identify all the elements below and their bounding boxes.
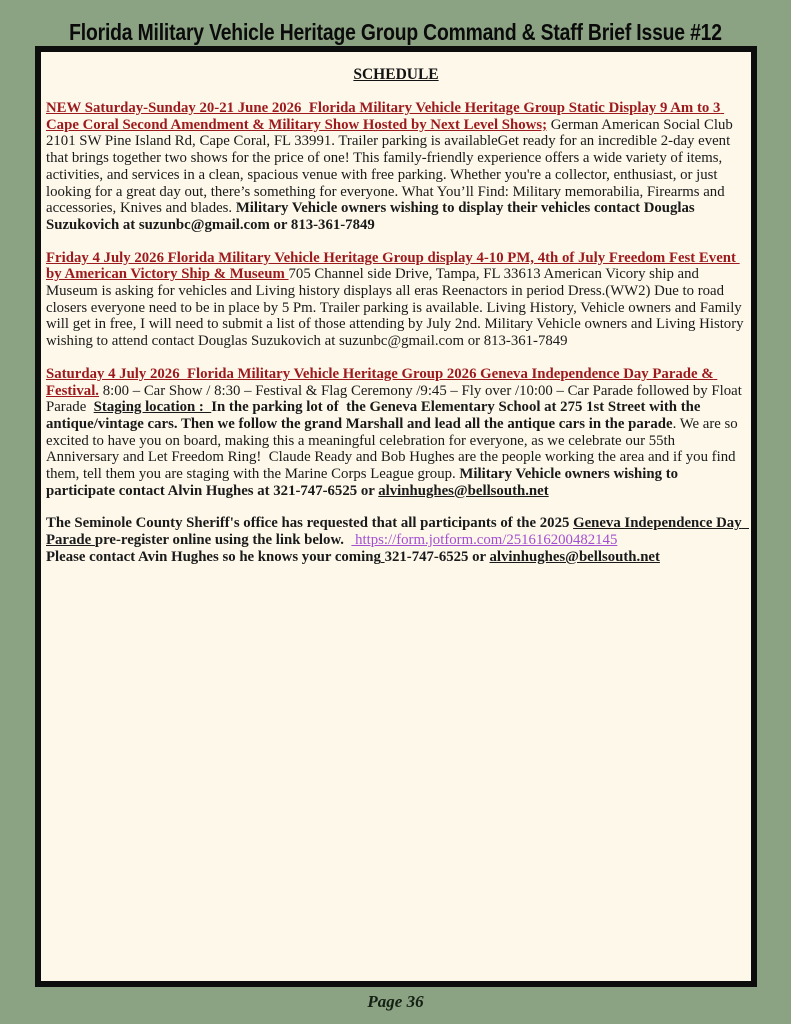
notice-paragraph xyxy=(46,515,749,565)
notice-intro: The Seminole County Sheriff's office has requested that all participants of the 2025 xyxy=(46,515,574,532)
event3-staging-label: Staging location : xyxy=(93,399,212,416)
event3-contact: Military Vehicle owners wishing to participate contact Alvin Hughes at 321-747-6525 or xyxy=(46,466,682,499)
event3-heading: Saturday 4 July 2026 Florida Military Vehicle Heritage Group 2026 Geneva Independence Day Parade & Festival. xyxy=(46,365,718,399)
event3-contact-email: alvinhughes@bellsouth.net xyxy=(378,482,549,499)
event2-details: 705 Channel side Drive, Tampa, FL 33613 American Vicory ship and Museum is asking for vehicles and Living history displays all eras Reenactors in period Dress.(WW2) Due to road closers everyone need to be in place by 5 Pm. Trailer parking is available. Living History, Vehicle owners and Family will get in free, I will need to submit a list of those attending by July 2nd. Military Vehicle owners and Living History wishing to attend contact Douglas Suzukovich at suzunbc@gmail.com or 813-361-7849 xyxy=(46,266,748,350)
event1-paragraph xyxy=(46,100,746,234)
page-title-text: Florida Military Vehicle Heritage Group Command & Staff Brief Issue #12 xyxy=(69,19,722,45)
notice-register-text: pre-register online using the link below. xyxy=(94,532,352,549)
notice-phone: 321-747-6525 or xyxy=(384,548,490,565)
schedule-heading: SCHEDULE xyxy=(353,66,439,83)
event1-details: German American Social Club 2101 SW Pine Island Rd, Cape Coral, FL 33991. Trailer parking is availableGet ready for an incredible 2-day event that brings together two shows for the price of one! This family-friendly experience offers a wide variety of items, activities, and services in a clean, spacious venue with free parking. Whether you're a collector, enthusiast, or just looking for a great day out, there’s something for everyone. What You’ll Find: Military memorabilia, Firearms and accessories, Knives and blades. xyxy=(46,116,737,217)
notice-contact-line: Please contact Avin Hughes so he knows your coming xyxy=(46,548,381,565)
event2-paragraph xyxy=(46,250,746,350)
event3-paragraph xyxy=(46,366,746,500)
page-title xyxy=(0,20,791,45)
event2-heading: Friday 4 July 2026 Florida Military Vehicle Heritage Group display 4-10 PM, 4th of July Freedom Fest Event by American Victory Ship & Museum xyxy=(46,249,740,283)
notice-parade-name: Geneva Independence Day Parade xyxy=(46,515,749,549)
event1-heading: NEW Saturday-Sunday 20-21 June 2026 Florida Military Vehicle Heritage Group Static Display 9 Am to 3 Cape Coral Second Amendment & Military Show Hosted by Next Level Shows; xyxy=(46,100,725,133)
event3-staging-details: In the parking lot of the Geneva Elementary School at 275 1st Street with the antique/vintage cars. Then we follow the grand Marshall and lead all the antique cars in the parade xyxy=(46,399,705,432)
page-number: Page 36 xyxy=(367,992,424,1011)
event3-times: 8:00 – Car Show / 8:30 – Festival & Flag Ceremony /9:45 – Fly over /10:00 – Car Parade followed by Float Parade xyxy=(46,382,746,416)
event3-narrative: . We are so excited to have you on board, making this a meaningful celebration for everyone, as we celebrate our 55th Anniversary and Let Freedom Ring! Claude Ready and Bob Hughes are the people working the area and if you find them, tell them you are staging with the Marine Corps League group. xyxy=(46,415,742,483)
event1-contact: Military Vehicle owners wishing to display their vehicles contact Douglas Suzukovich at suzunbc@gmail.com or 813-361-7849 xyxy=(46,200,699,233)
jotform-registration-link[interactable]: https://form.jotform.com/251616200482145 xyxy=(351,532,618,549)
notice-email: alvinhughes@bellsouth.net xyxy=(489,548,660,565)
content-box xyxy=(35,46,757,987)
